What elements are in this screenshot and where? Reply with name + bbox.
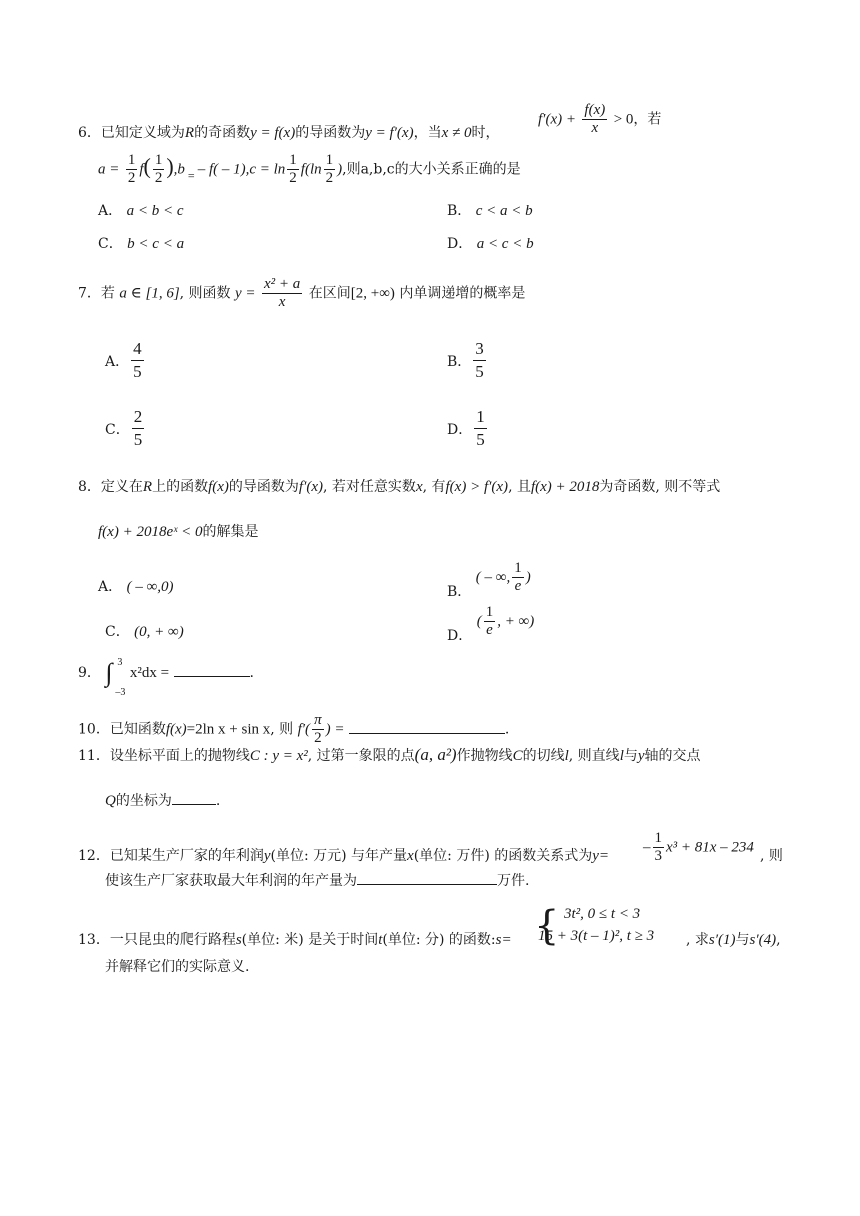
question-13-ask: , 求s′(1)与s′(4), — [686, 932, 781, 948]
question-12-line2: 使该生产厂家获取最大年利润的年产量为 万件. — [105, 870, 800, 892]
question-6-inequality: f′(x) + $\frac{f(x)}{x}$ > 0，若 — [538, 102, 662, 136]
answer-blank[interactable] — [349, 719, 505, 734]
option-c[interactable]: C． b < c < a — [98, 236, 185, 252]
option-a[interactable]: A． $\frac{4}{5}$ — [105, 339, 142, 381]
question-number: 7． — [78, 285, 101, 302]
question-8-line2: f(x) + 2018eˣ < 0的解集是 — [98, 524, 259, 540]
question-11-line2: Q的坐标为 . — [105, 790, 800, 812]
answer-blank[interactable] — [357, 870, 497, 885]
option-c[interactable]: C． (0, + ∞) — [105, 624, 184, 640]
option-c[interactable]: C． $\frac{2}{5}$ — [105, 407, 143, 449]
answer-blank[interactable] — [172, 790, 216, 805]
question-number: 13． — [78, 932, 110, 948]
question-number: 10． — [78, 721, 110, 738]
question-12-formula: – $\frac{1}{3}$ x³ + 81x – 234 — [643, 830, 754, 864]
question-9: 9． ∫ 3 –3 x²dx = . — [78, 657, 254, 698]
question-12-then: , 则 — [760, 848, 783, 864]
question-number: 12． — [78, 848, 110, 864]
question-12: 12．已知某生产厂家的年利润y(单位: 万元) 与年产量x(单位: 万件) 的函数关系式为y= — [78, 848, 610, 864]
question-10: 10．已知函数f(x)=2ln x + sin x, 则 f′( $\frac{\pi}{2}$ ) = . — [78, 712, 510, 746]
answer-blank[interactable] — [174, 662, 250, 677]
question-13-line2: 并解释它们的实际意义. — [105, 959, 250, 975]
question-number: 11． — [78, 748, 110, 764]
question-number: 6． — [78, 125, 101, 141]
question-11: 11．设坐标平面上的抛物线C : y = x², 过第一象限的点(a, a²)作抛物线C的切线l, 则直线l与y轴的交点 — [78, 745, 701, 764]
question-13: 13．一只昆虫的爬行路程s(单位: 米) 是关于时间t(单位: 分) 的函数:s= — [78, 932, 512, 948]
question-6-line2: a = $\frac{1}{2}$ f( $\frac{1}{2}$ ),b = – f( – 1),c = ln $\frac{1}{2}$ f(ln $\frac{1}{2}$ ),则a,b,c的大小关系正确的是 — [98, 152, 521, 186]
question-7: 7．若 a ∈ [1, 6], 则函数 y = $\frac{\text{x² + a}}{x}$ 在区间[2, +∞) 内单调递增的概率是 — [78, 276, 526, 310]
option-b[interactable]: B． ( – ∞, $\frac{1}{e}$ ) — [447, 560, 531, 600]
option-b[interactable]: B． c < a < b — [447, 203, 533, 219]
question-number: 9． — [78, 665, 101, 681]
option-a[interactable]: A． ( – ∞,0) — [98, 579, 174, 595]
option-d[interactable]: D． $\frac{1}{5}$ — [447, 407, 485, 449]
option-d[interactable]: D． ( $\frac{1}{e}$ , + ∞) — [447, 604, 535, 644]
question-8: 8．定义在R上的函数f(x)的导函数为f′(x), 若对任意实数x, 有f(x) > f′(x), 且f(x) + 2018为奇函数, 则不等式 — [78, 479, 721, 495]
option-d[interactable]: D． a < c < b — [447, 236, 534, 252]
option-a[interactable]: A． a < b < c — [98, 203, 184, 219]
question-number: 8． — [78, 479, 101, 495]
option-b[interactable]: B． $\frac{3}{5}$ — [447, 339, 484, 381]
question-6: 6．已知定义域为R的奇函数y = f(x)的导函数为y = f′(x)，当x ≠ 0时， — [78, 125, 500, 141]
fraction: $\frac{f(x)}{x}$ — [584, 102, 606, 136]
